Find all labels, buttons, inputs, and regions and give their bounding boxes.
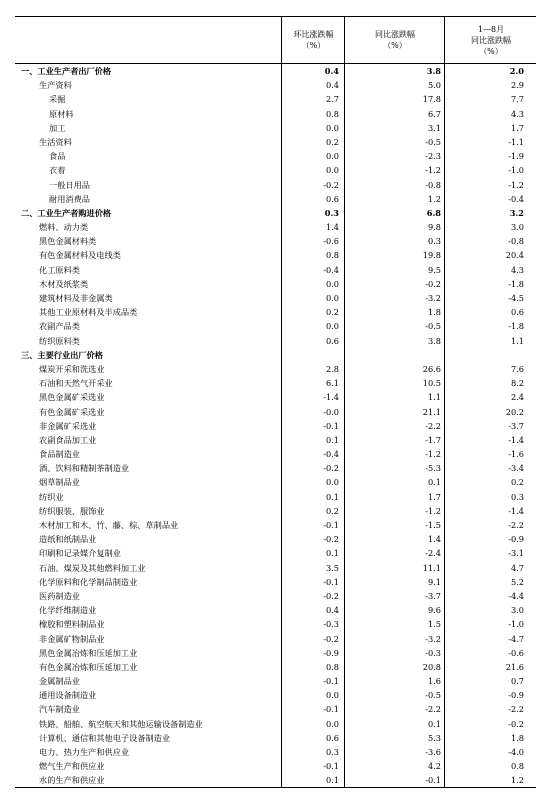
table-row — [15, 334, 536, 348]
header-mom-line2: （%） — [301, 41, 326, 50]
row-value-v1: -0.3 — [323, 619, 339, 630]
row-value-v2: -0.5 — [425, 321, 441, 332]
row-label: 采掘 — [49, 94, 66, 105]
row-label: 建筑材料及非金属类 — [39, 293, 113, 303]
row-value-v2: -0.2 — [425, 278, 441, 289]
header-mom-line1: 环比涨跌幅 — [293, 30, 334, 39]
row-label: 印刷和记录媒介复制业 — [39, 548, 121, 559]
row-value-v2: -1.2 — [425, 449, 441, 460]
row-value-v1: -0.2 — [323, 463, 339, 474]
row-label: 铁路、船舶、航空航天和其他运输设备制造业 — [39, 718, 203, 729]
row-value-v3: -0.6 — [508, 647, 524, 658]
row-label: 黑色金属矿采选业 — [39, 392, 105, 403]
row-value-v1: 0.4 — [325, 605, 339, 616]
row-value-v3: -1.4 — [508, 505, 524, 516]
header-mom — [281, 17, 345, 63]
row-label: 纺织原料类 — [39, 335, 80, 346]
row-label: 三、主要行业出厂价格 — [21, 349, 103, 360]
row-label: 酒、饮料和精制茶制造业 — [39, 463, 130, 474]
row-value-v3: 4.3 — [510, 264, 524, 275]
row-value-v2: 9.1 — [427, 576, 441, 587]
table-row — [15, 646, 536, 660]
table-row — [15, 64, 536, 78]
row-value-v1: -0.4 — [323, 264, 339, 275]
row-value-v3: -3.7 — [508, 420, 524, 431]
row-value-v1: 0.1 — [325, 434, 339, 445]
header-yoy-line2: （%） — [383, 41, 407, 50]
table-row — [15, 234, 536, 248]
row-value-v3: -1.8 — [508, 321, 524, 332]
row-value-v1: 0.4 — [325, 80, 339, 91]
row-value-v3: 1.2 — [510, 775, 524, 786]
table-row — [15, 206, 536, 220]
table-row — [15, 390, 536, 404]
row-value-v3: -1.2 — [508, 179, 524, 190]
row-label: 耐用消费品 — [49, 193, 90, 204]
row-label: 加工 — [49, 122, 66, 133]
table-row — [15, 575, 536, 589]
table-row — [15, 702, 536, 716]
row-value-v3: 2.0 — [509, 66, 524, 76]
row-value-v1: -0.4 — [323, 449, 339, 460]
row-value-v3: 0.3 — [510, 491, 524, 502]
header-ytd-line2: 同比涨跌幅 — [471, 35, 511, 45]
row-label: 有色金属材料及电线类 — [39, 250, 121, 261]
table-row — [15, 305, 536, 319]
row-label: 化工原料类 — [39, 264, 80, 275]
row-value-v1: 0.0 — [325, 293, 339, 303]
row-value-v3: 3.2 — [509, 207, 524, 218]
row-value-v2: 3.8 — [427, 335, 441, 346]
row-value-v2: -1.2 — [425, 165, 441, 176]
row-value-v2: -5.3 — [425, 463, 441, 474]
row-value-v1: 0.8 — [325, 250, 339, 261]
row-value-v2: 19.8 — [422, 250, 441, 261]
row-value-v3: 3.0 — [510, 222, 524, 233]
table-row — [15, 490, 536, 504]
table-header — [15, 16, 536, 64]
row-value-v1: 0.2 — [325, 307, 339, 318]
table-row — [15, 518, 536, 532]
row-label: 造纸和纸制品业 — [39, 534, 97, 545]
row-label: 农副产品类 — [39, 321, 80, 332]
row-label: 化学纤维制造业 — [39, 605, 97, 616]
row-value-v2: -1.5 — [425, 520, 441, 530]
row-value-v2: 26.6 — [422, 363, 441, 374]
row-value-v1: 0.6 — [325, 193, 339, 204]
row-label: 原材料 — [49, 108, 74, 119]
table-body — [15, 64, 536, 788]
row-label: 非金属矿物制品业 — [39, 633, 105, 644]
row-value-v1: -1.4 — [323, 392, 339, 403]
row-value-v1: -0.1 — [323, 520, 339, 530]
row-value-v2: 1.8 — [427, 307, 441, 318]
row-value-v3: 1.7 — [510, 122, 524, 133]
table-row — [15, 632, 536, 646]
row-value-v1: -0.0 — [323, 406, 339, 417]
row-value-v1: 0.0 — [325, 151, 339, 162]
table-row — [15, 405, 536, 419]
row-label: 汽车制造业 — [39, 704, 80, 715]
row-value-v3: -2.2 — [508, 520, 524, 530]
row-value-v1: 0.1 — [325, 548, 339, 559]
row-label: 化学原料和化学制品制造业 — [39, 576, 138, 587]
row-value-v3: -3.4 — [508, 463, 524, 474]
table-row — [15, 688, 536, 702]
table-row — [15, 717, 536, 731]
row-value-v2: -2.3 — [425, 151, 441, 162]
table-row — [15, 447, 536, 461]
table-row — [15, 319, 536, 333]
row-label: 生活资料 — [39, 136, 72, 147]
table-row — [15, 107, 536, 121]
row-value-v2: -3.6 — [425, 747, 441, 757]
row-value-v3: -0.8 — [508, 236, 524, 247]
row-value-v2: 11.1 — [422, 562, 441, 573]
row-value-v3: 3.0 — [510, 605, 524, 616]
row-value-v2: -1.7 — [425, 434, 441, 445]
row-value-v1: 3.5 — [325, 562, 339, 573]
row-label: 食品 — [49, 151, 66, 162]
row-value-v3: 1.1 — [510, 335, 524, 346]
row-label: 木材及纸浆类 — [39, 278, 89, 289]
row-value-v2: -1.2 — [425, 505, 441, 516]
table-row — [15, 773, 536, 787]
table-row — [15, 149, 536, 163]
header-ytd-line1: 1—8月 — [477, 24, 505, 34]
row-label: 石油、煤炭及其他燃料加工业 — [39, 562, 146, 573]
row-value-v1: 0.1 — [325, 491, 339, 502]
table-row — [15, 419, 536, 433]
row-label: 烟草制品业 — [39, 477, 80, 488]
row-label: 燃料、动力类 — [39, 222, 89, 233]
row-value-v1: 0.0 — [325, 690, 339, 701]
row-label: 其他工业原材料及半成品类 — [39, 307, 138, 318]
row-value-v2: 9.6 — [427, 605, 441, 616]
row-label: 衣着 — [49, 165, 66, 176]
row-value-v3: 20.4 — [505, 250, 524, 261]
row-label: 金属制品业 — [39, 676, 80, 687]
table-row — [15, 475, 536, 489]
row-value-v3: -1.0 — [508, 619, 524, 630]
row-label: 一般日用品 — [49, 179, 90, 190]
row-value-v3: 1.8 — [510, 732, 524, 743]
row-value-v1: -0.1 — [323, 420, 339, 431]
row-value-v3: 7.6 — [510, 363, 524, 374]
row-label: 燃气生产和供应业 — [39, 761, 105, 772]
table-row — [15, 731, 536, 745]
row-value-v3: -2.2 — [508, 704, 524, 715]
row-label: 有色金属冶炼和压延加工业 — [39, 661, 138, 672]
table-row — [15, 277, 536, 291]
row-value-v1: -0.2 — [323, 633, 339, 644]
row-value-v2: -2.2 — [425, 704, 441, 715]
table-row — [15, 376, 536, 390]
row-value-v2: 6.7 — [427, 108, 441, 119]
row-value-v1: -0.2 — [323, 534, 339, 545]
row-value-v3: -1.6 — [508, 449, 524, 460]
row-value-v3: -1.0 — [508, 165, 524, 176]
row-label: 计算机、通信和其他电子设备制造业 — [39, 732, 171, 743]
table-row — [15, 220, 536, 234]
header-ytd — [444, 17, 537, 63]
table-row — [15, 192, 536, 206]
row-value-v2: 5.3 — [427, 732, 441, 743]
row-value-v3: -0.9 — [508, 534, 524, 545]
row-value-v1: 0.0 — [325, 718, 339, 729]
row-value-v2: -0.3 — [425, 647, 441, 658]
table-row — [15, 589, 536, 603]
row-value-v1: 6.1 — [325, 378, 339, 389]
row-value-v3: -1.1 — [508, 136, 524, 147]
row-value-v2: -0.8 — [425, 179, 441, 190]
header-ytd-line3: （%） — [479, 46, 503, 56]
row-value-v1: 0.0 — [325, 165, 339, 176]
row-value-v3: -4.7 — [508, 633, 524, 644]
table-row — [15, 674, 536, 688]
row-value-v1: 2.8 — [325, 363, 339, 374]
row-value-v1: 0.2 — [325, 505, 339, 516]
row-value-v3: 0.6 — [510, 307, 524, 318]
row-value-v1: 0.3 — [325, 747, 339, 757]
row-value-v2: 20.8 — [422, 661, 441, 672]
row-label: 食品制造业 — [39, 449, 80, 460]
table-row — [15, 121, 536, 135]
row-value-v2: 1.6 — [427, 676, 441, 687]
row-value-v1: 0.0 — [325, 321, 339, 332]
row-label: 橡胶和塑料制品业 — [39, 619, 105, 630]
row-value-v2: -2.4 — [425, 548, 441, 559]
row-label: 黑色金属冶炼和压延加工业 — [39, 647, 138, 658]
row-value-v2: 9.8 — [427, 222, 441, 233]
row-value-v2: 10.5 — [422, 378, 441, 389]
row-value-v1: 1.4 — [325, 222, 339, 233]
row-value-v1: -0.2 — [323, 179, 339, 190]
row-value-v2: -0.5 — [425, 136, 441, 147]
row-label: 煤炭开采和洗选业 — [39, 363, 105, 374]
row-value-v3: 20.2 — [505, 406, 524, 417]
table-row — [15, 362, 536, 376]
row-value-v2: 1.1 — [427, 392, 441, 403]
row-value-v2: 4.2 — [427, 761, 441, 772]
row-value-v2: 6.8 — [426, 207, 441, 218]
row-value-v3: 0.7 — [510, 676, 524, 687]
row-value-v1: 0.4 — [324, 66, 339, 76]
row-label: 生产资料 — [39, 80, 72, 91]
row-value-v1: 0.8 — [325, 661, 339, 672]
row-label: 一、工业生产者出厂价格 — [21, 66, 112, 76]
table-row — [15, 561, 536, 575]
row-value-v3: 5.2 — [510, 576, 524, 587]
row-value-v2: 5.0 — [427, 80, 441, 91]
table-row — [15, 617, 536, 631]
row-label: 木材加工和木、竹、藤、棕、草制品业 — [39, 520, 179, 530]
row-value-v1: -0.1 — [323, 676, 339, 687]
row-value-v2: -3.2 — [425, 633, 441, 644]
table-row — [15, 745, 536, 759]
table-row — [15, 546, 536, 560]
row-value-v2: -0.1 — [425, 775, 441, 786]
row-value-v2: 3.8 — [426, 66, 441, 76]
row-label: 通用设备制造业 — [39, 690, 97, 701]
table-bottom-border — [15, 787, 536, 788]
table-row — [15, 135, 536, 149]
column-divider — [344, 64, 345, 788]
row-label: 石油和天然气开采业 — [39, 378, 113, 389]
row-value-v1: 0.6 — [325, 732, 339, 743]
table-row — [15, 759, 536, 773]
table-row — [15, 603, 536, 617]
row-value-v3: -1.4 — [508, 434, 524, 445]
row-value-v1: 2.7 — [325, 94, 339, 105]
row-value-v3: 8.2 — [510, 378, 524, 389]
row-value-v3: -3.1 — [508, 548, 524, 559]
row-value-v3: 4.3 — [510, 108, 524, 119]
row-value-v3: 4.7 — [510, 562, 524, 573]
row-value-v3: 21.6 — [505, 661, 524, 672]
row-value-v2: 1.2 — [427, 193, 441, 204]
row-label: 二、工业生产者购进价格 — [21, 207, 112, 218]
row-value-v2: 0.1 — [427, 718, 441, 729]
row-value-v2: 0.3 — [427, 236, 441, 247]
row-value-v1: 0.2 — [325, 136, 339, 147]
row-value-v2: 1.4 — [427, 534, 441, 545]
table-row — [15, 78, 536, 92]
row-value-v3: -1.8 — [508, 278, 524, 289]
row-label: 黑色金属材料类 — [39, 236, 97, 247]
row-value-v1: -0.1 — [323, 576, 339, 587]
row-value-v3: 7.7 — [510, 94, 524, 105]
row-value-v2: 9.5 — [427, 264, 441, 275]
column-divider — [281, 64, 282, 788]
table-row — [15, 92, 536, 106]
row-value-v2: 17.8 — [422, 94, 441, 105]
row-value-v3: 2.9 — [510, 80, 524, 91]
table-row — [15, 504, 536, 518]
row-value-v1: 0.0 — [325, 122, 339, 133]
row-label: 水的生产和供应业 — [39, 775, 105, 786]
row-value-v3: -4.5 — [508, 293, 524, 303]
row-value-v3: -0.9 — [508, 690, 524, 701]
row-value-v1: -0.9 — [323, 647, 339, 658]
row-value-v1: -0.1 — [323, 761, 339, 772]
header-yoy-line1: 同比涨跌幅 — [375, 30, 415, 39]
row-label: 农副食品加工业 — [39, 434, 97, 445]
row-value-v1: 0.0 — [325, 477, 339, 488]
table-row — [15, 163, 536, 177]
row-value-v3: -0.4 — [508, 193, 524, 204]
table-row — [15, 263, 536, 277]
row-value-v1: 0.1 — [325, 775, 339, 786]
row-value-v2: -0.5 — [425, 690, 441, 701]
row-value-v1: -0.2 — [323, 590, 339, 601]
row-value-v1: -0.1 — [323, 704, 339, 715]
row-value-v2: -3.2 — [425, 293, 441, 303]
table-row — [15, 532, 536, 546]
table-row — [15, 178, 536, 192]
row-label: 医药制造业 — [39, 590, 80, 601]
row-value-v3: 2.4 — [510, 392, 524, 403]
table-row — [15, 291, 536, 305]
row-value-v3: -4.0 — [508, 747, 524, 757]
price-index-table — [15, 16, 536, 788]
header-yoy — [344, 17, 445, 63]
row-value-v3: -4.4 — [508, 590, 524, 601]
row-value-v3: 0.8 — [510, 761, 524, 772]
row-value-v2: -2.2 — [425, 420, 441, 431]
table-row — [15, 660, 536, 674]
row-value-v1: 0.6 — [325, 335, 339, 346]
row-label: 有色金属矿采选业 — [39, 406, 105, 417]
row-value-v1: 0.0 — [325, 278, 339, 289]
row-value-v1: 0.8 — [325, 108, 339, 119]
row-value-v1: 0.3 — [324, 207, 339, 218]
row-value-v3: 0.2 — [510, 477, 524, 488]
row-value-v2: -3.7 — [425, 590, 441, 601]
row-label: 非金属矿采选业 — [39, 420, 97, 431]
column-divider — [444, 64, 445, 788]
row-value-v2: 0.1 — [427, 477, 441, 488]
table-row — [15, 348, 536, 362]
row-value-v2: 1.5 — [427, 619, 441, 630]
row-label: 电力、热力生产和供应业 — [39, 747, 130, 757]
row-value-v1: -0.6 — [323, 236, 339, 247]
row-label: 纺织服装、服饰业 — [39, 505, 105, 516]
table-row — [15, 433, 536, 447]
row-label: 纺织业 — [39, 491, 64, 502]
row-value-v2: 3.1 — [427, 122, 441, 133]
row-value-v3: -0.2 — [508, 718, 524, 729]
table-row — [15, 248, 536, 262]
row-value-v3: -1.9 — [508, 151, 524, 162]
table-row — [15, 461, 536, 475]
row-value-v2: 1.7 — [427, 491, 441, 502]
row-value-v2: 21.1 — [422, 406, 441, 417]
